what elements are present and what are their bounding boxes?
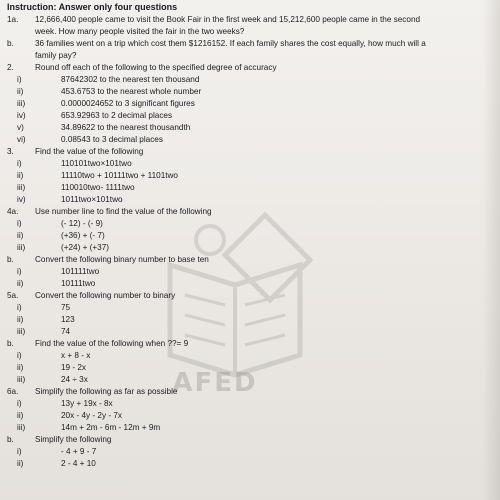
question-text: 75	[61, 303, 71, 312]
question-number: ii)	[17, 171, 24, 180]
page-shadow	[482, 0, 500, 500]
question-continuation	[7, 26, 497, 38]
question	[7, 290, 497, 302]
question-number: i)	[17, 267, 22, 276]
question-text: 19 - 2x	[61, 363, 87, 372]
question-text: (+24) + (+37)	[61, 243, 110, 252]
question-text: 87642302 to the nearest ten thousand	[61, 75, 200, 84]
question-number: v)	[17, 123, 24, 132]
question-text: 2 - 4 + 10	[61, 459, 96, 468]
sub-question	[7, 458, 497, 470]
question-text: 123	[61, 315, 75, 324]
question-number: ii)	[17, 315, 24, 324]
question-text: 101111two	[61, 267, 100, 276]
question-text: 110101two×101two	[61, 159, 132, 168]
question-text: Round off each of the following to the specified degree of accuracy	[35, 63, 277, 72]
question-number: ii)	[17, 231, 24, 240]
sub-question	[7, 122, 497, 134]
sub-question	[7, 326, 497, 338]
question-number: iii)	[17, 327, 26, 336]
question-text: Simplify the following as far as possible	[35, 387, 178, 396]
question-text: Convert the following number to binary	[35, 291, 176, 300]
watermark-text: AFED	[172, 368, 258, 398]
question-text: 13y + 19x - 8x	[61, 399, 113, 408]
sub-question	[7, 218, 497, 230]
question-text: 110010two- 1111two	[61, 183, 135, 192]
question-text: Use number line to find the value of the following	[35, 207, 212, 216]
question-text: 10111two	[61, 279, 96, 288]
question-number: vi)	[17, 135, 26, 144]
question-number: iv)	[17, 111, 26, 120]
sub-question	[7, 134, 497, 146]
question-text: Simplify the following	[35, 435, 112, 444]
question-number: ii)	[17, 363, 24, 372]
question-text: 0.08543 to 3 decimal places	[61, 135, 163, 144]
question	[7, 338, 497, 350]
question	[7, 386, 497, 398]
question-number: 4a.	[7, 207, 19, 216]
sub-question	[7, 170, 497, 182]
sub-question	[7, 98, 497, 110]
sub-question	[7, 374, 497, 386]
question	[7, 62, 497, 74]
sub-question	[7, 362, 497, 374]
question-content	[7, 0, 497, 470]
question-number: 2.	[7, 63, 14, 72]
question-text: x + 8 - x	[61, 351, 91, 360]
question-number: iii)	[17, 243, 26, 252]
question	[7, 254, 497, 266]
question-text: - 4 + 9 - 7	[61, 447, 97, 456]
question-number: b.	[7, 339, 14, 348]
sub-question	[7, 158, 497, 170]
sub-question	[7, 242, 497, 254]
question-text: 12,666,400 people came to visit the Book Fair in the first week and 15,212,600 people came in the second	[35, 15, 421, 24]
sub-question	[7, 194, 497, 206]
question-number: 5a.	[7, 291, 19, 300]
question-text: Find the value of the following	[35, 147, 144, 156]
sub-question	[7, 278, 497, 290]
question-text: family pay?	[35, 51, 77, 60]
question-number: ii)	[17, 279, 24, 288]
question-number: iv)	[17, 195, 26, 204]
question-number: 3.	[7, 147, 14, 156]
question	[7, 14, 497, 26]
question-text: 36 families went on a trip which cost them $1216152. If each family shares the cost equally, how much will a	[35, 39, 426, 48]
question-text: Find the value of the following when ??= 9	[35, 339, 189, 348]
question-number: i)	[17, 399, 22, 408]
question-text: week. How many people visited the fair in the two weeks?	[35, 27, 245, 36]
sub-question	[7, 266, 497, 278]
question-number: i)	[17, 303, 22, 312]
question-number: b.	[7, 435, 14, 444]
question-text: 20x - 4y - 2y - 7x	[61, 411, 122, 420]
question-list	[7, 14, 497, 470]
sub-question	[7, 230, 497, 242]
question-number: iii)	[17, 183, 26, 192]
question-number: i)	[17, 351, 22, 360]
question-text: 653.92963 to 2 decimal places	[61, 111, 173, 120]
question-text: 453.6753 to the nearest whole number	[61, 87, 202, 96]
question-text: 0.0000024652 to 3 significant figures	[61, 99, 195, 108]
question-text: 74	[61, 327, 71, 336]
question	[7, 146, 497, 158]
question-number: i)	[17, 75, 22, 84]
question-text: 11110two + 10111two + 1101two	[61, 171, 178, 180]
question-number: i)	[17, 159, 22, 168]
sub-question	[7, 86, 497, 98]
question	[7, 206, 497, 218]
question-number: iii)	[17, 99, 26, 108]
sub-question	[7, 398, 497, 410]
question-number: b.	[7, 255, 14, 264]
question-number: ii)	[17, 411, 24, 420]
question-text: Convert the following binary number to base ten	[35, 255, 209, 264]
question-number: ii)	[17, 87, 24, 96]
question-text: 14m + 2m - 6m - 12m + 9m	[61, 423, 161, 432]
question-number: 1a.	[7, 15, 19, 24]
question-text: 34.89622 to the nearest thousandth	[61, 123, 191, 132]
question	[7, 38, 497, 50]
question-number: iii)	[17, 423, 26, 432]
question	[7, 434, 497, 446]
sub-question	[7, 410, 497, 422]
sub-question	[7, 314, 497, 326]
sub-question	[7, 446, 497, 458]
sub-question	[7, 302, 497, 314]
sub-question	[7, 350, 497, 362]
question-number: i)	[17, 447, 22, 456]
question-text: 1011two×101two	[61, 195, 123, 204]
question-text: 24 ÷ 3x	[61, 375, 88, 384]
question-number: i)	[17, 219, 22, 228]
question-number: 6a.	[7, 387, 19, 396]
question-number: b.	[7, 39, 14, 48]
question-text: (- 12) - (- 9)	[61, 219, 103, 228]
question-text: (+36) + (- 7)	[61, 231, 105, 240]
question-number: ii)	[17, 459, 24, 468]
sub-question	[7, 422, 497, 434]
sub-question	[7, 182, 497, 194]
sub-question	[7, 74, 497, 86]
question-number: iii)	[17, 375, 26, 384]
sub-question	[7, 110, 497, 122]
question-continuation	[7, 50, 497, 62]
instruction-heading: Instruction: Answer only four questions	[7, 2, 178, 12]
